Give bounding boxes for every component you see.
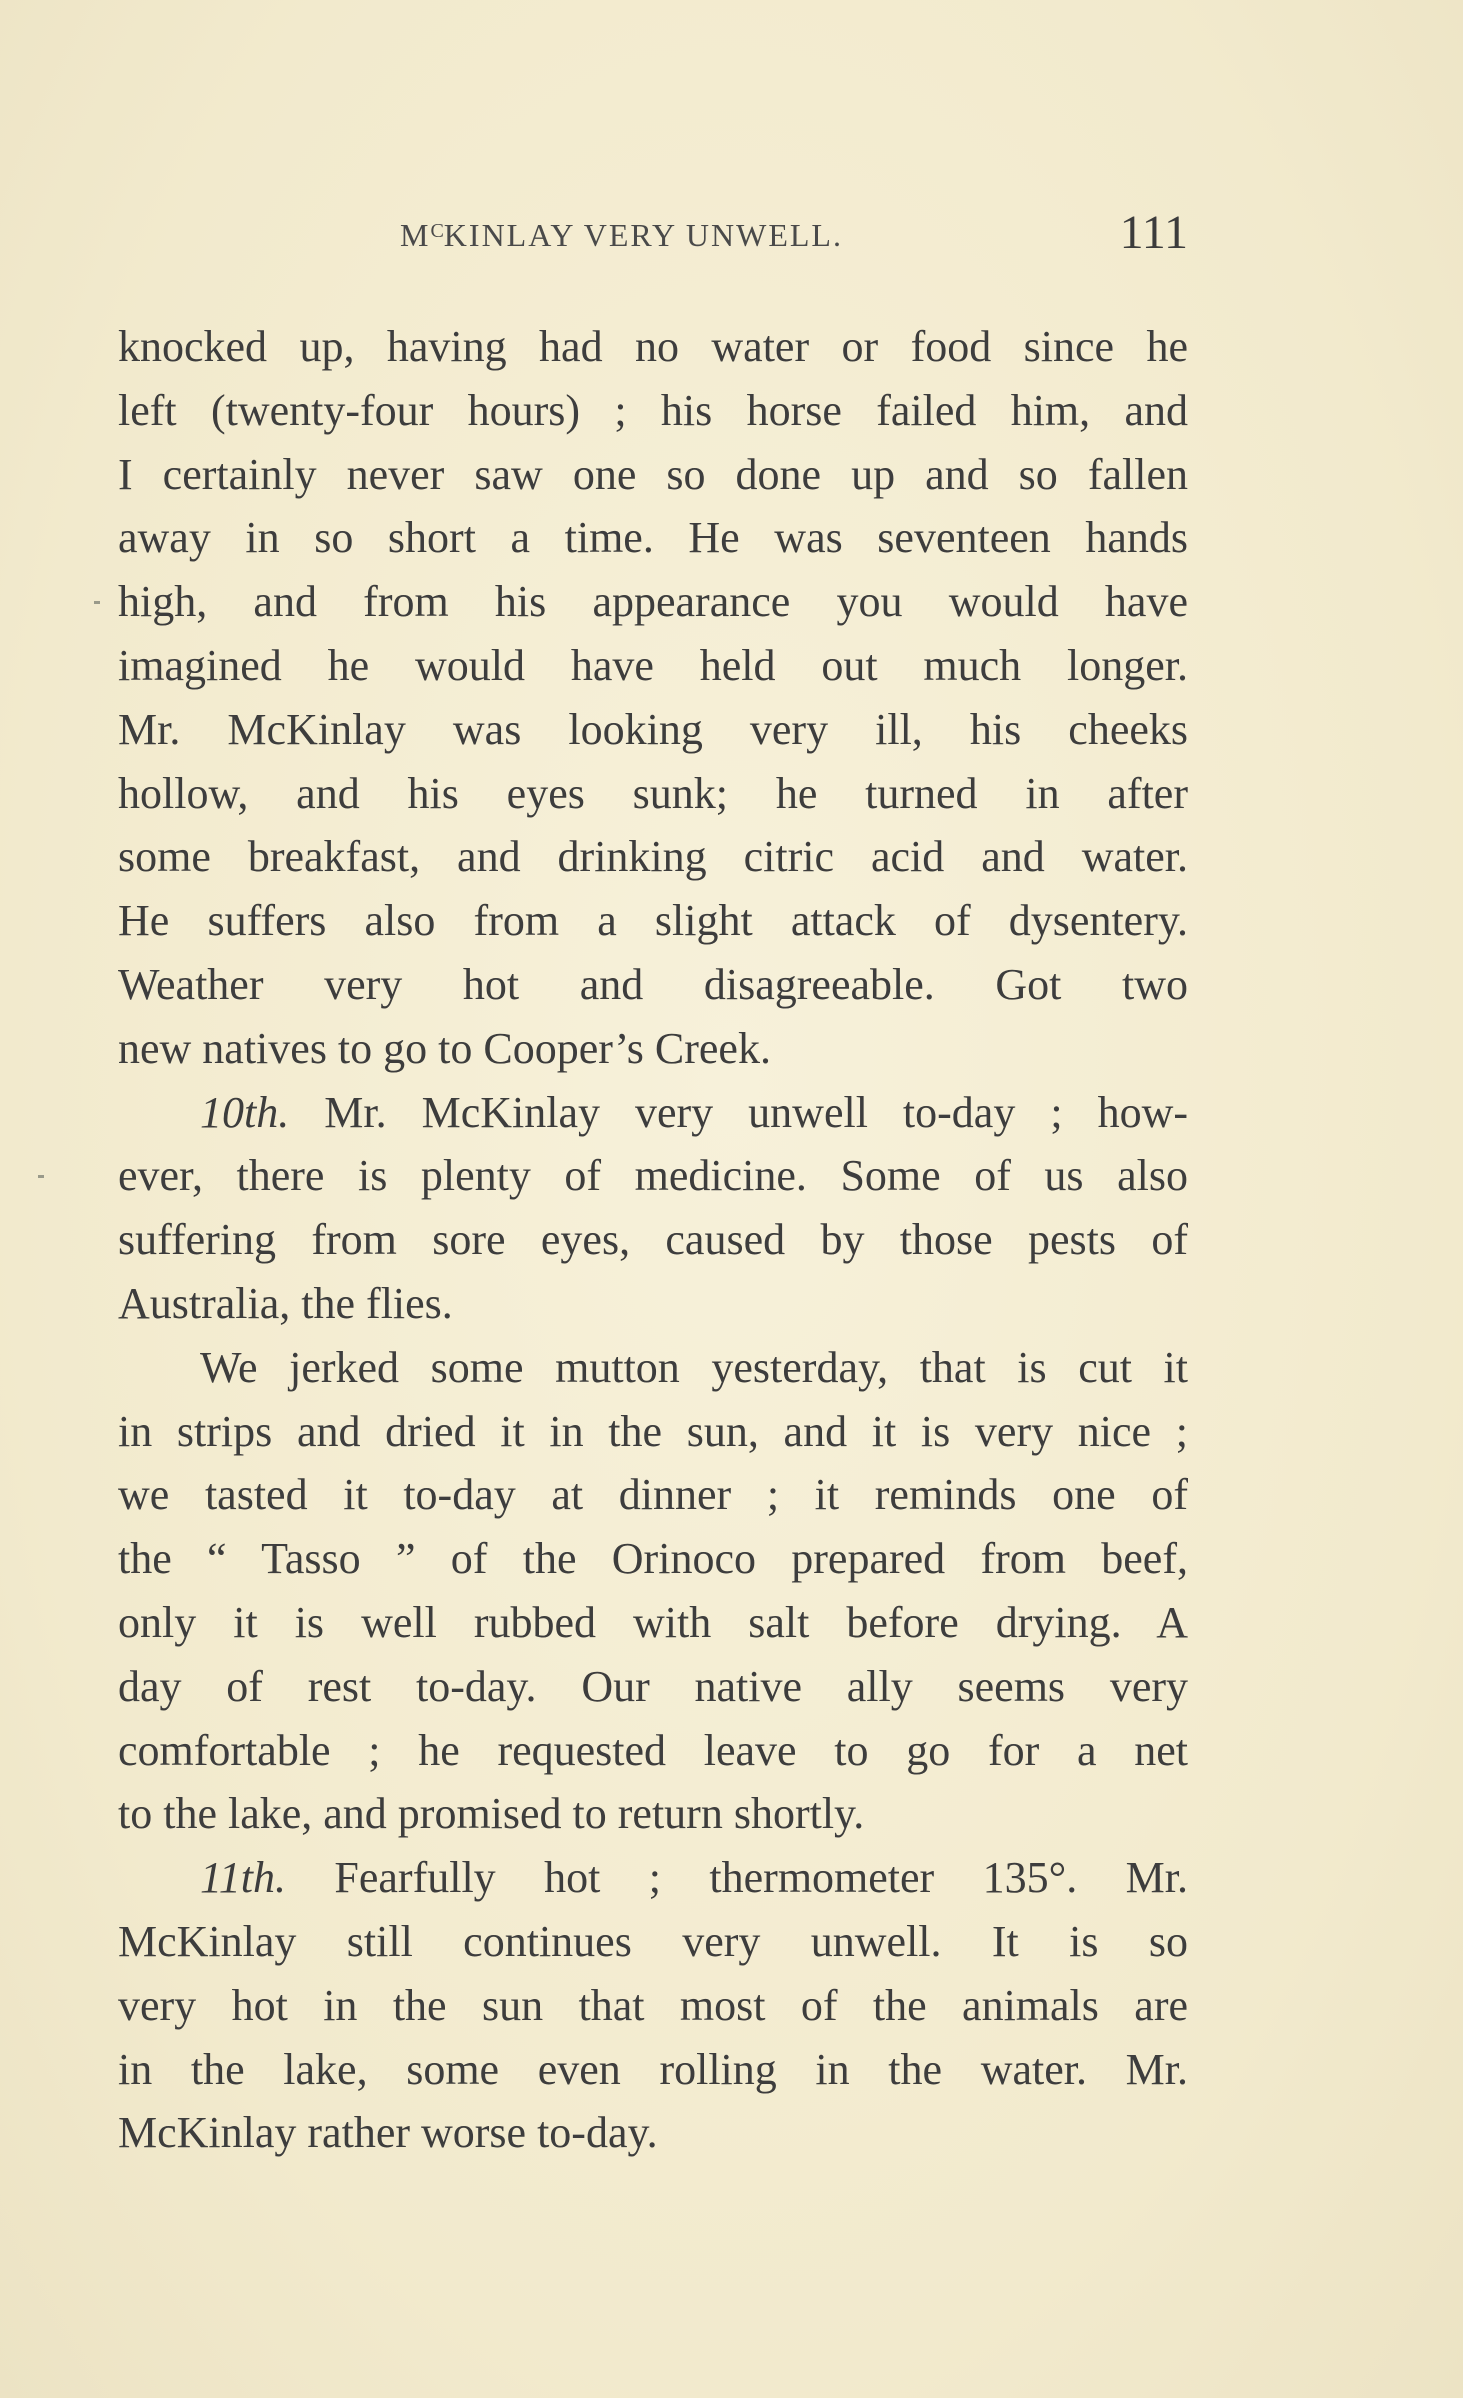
text-line: in the lake, some even rolling in the water. Mr. bbox=[118, 2044, 1188, 2094]
text-line: new natives to go to Cooper’s Creek. bbox=[118, 1023, 771, 1073]
text-line: knocked up, having had no water or food since he bbox=[118, 322, 1188, 371]
date-eleventh: 11th. bbox=[200, 1853, 286, 1903]
text-line: hollow, and his eyes sunk; he turned in after bbox=[118, 768, 1188, 818]
text-line: I certainly never saw one so done up and so fallen bbox=[118, 449, 1188, 499]
text-line: Mr. McKinlay was looking very ill, his cheeks bbox=[118, 704, 1188, 754]
text-line: high, and from his appearance you would have bbox=[118, 577, 1188, 627]
text-line: away in so short a time. He was seventeen hands bbox=[118, 513, 1188, 563]
text-line: very hot in the sun that most of the animals are bbox=[118, 1980, 1188, 2030]
text-line: only it is well rubbed with salt before drying. A bbox=[118, 1597, 1188, 1647]
text-line-dated bbox=[118, 1081, 1188, 1145]
text-line: Weather very hot and disagreeable. Got two bbox=[118, 959, 1188, 1009]
text-line: we tasted it to-day at dinner ; it reminds one of bbox=[118, 1470, 1188, 1520]
margin-mark bbox=[38, 1175, 44, 1178]
text-line: in strips and dried it in the sun, and it is very nice ; bbox=[118, 1406, 1188, 1456]
text-line-dated bbox=[118, 1846, 1188, 1910]
dated-text-eleventh: Fearfully hot ; thermometer 135°. Mr. bbox=[285, 1853, 1188, 1903]
text-line: day of rest to-day. Our native ally seems very bbox=[118, 1661, 1188, 1711]
running-head-text: KINLAY VERY UNWELL. bbox=[443, 217, 843, 253]
text-line: comfortable ; he requested leave to go for a net bbox=[118, 1725, 1188, 1775]
text-line: left (twenty-four hours) ; his horse failed him, and bbox=[118, 385, 1188, 435]
margin-mark bbox=[94, 601, 100, 604]
text-line: We jerked some mutton yesterday, that is cut it bbox=[200, 1342, 1188, 1392]
running-head bbox=[400, 217, 843, 254]
text-line: McKinlay still continues very unwell. It is so bbox=[118, 1916, 1188, 1966]
text-line: imagined he would have held out much longer. bbox=[118, 640, 1188, 690]
date-tenth: 10th. bbox=[200, 1087, 290, 1137]
text-line: some breakfast, and drinking citric acid and water. bbox=[118, 832, 1188, 882]
running-head-prefix: M bbox=[400, 217, 431, 253]
text-line: to the lake, and promised to return shortly. bbox=[118, 1789, 865, 1839]
running-head-superscript: C bbox=[430, 220, 444, 242]
text-line: Australia, the flies. bbox=[118, 1278, 453, 1328]
text-line: suffering from sore eyes, caused by those pests of bbox=[118, 1215, 1188, 1265]
body-text bbox=[118, 315, 1188, 2165]
text-line: He suffers also from a slight attack of dysentery. bbox=[118, 896, 1188, 946]
dated-text-tenth: Mr. McKinlay very unwell to-day ; how- bbox=[289, 1087, 1188, 1137]
text-line: ever, there is plenty of medicine. Some of us also bbox=[118, 1151, 1188, 1201]
text-line: the “ Tasso ” of the Orinoco prepared from beef, bbox=[118, 1534, 1188, 1584]
page-header bbox=[118, 205, 1188, 265]
text-line: McKinlay rather worse to-day. bbox=[118, 2108, 658, 2158]
page-number: 111 bbox=[1119, 206, 1188, 259]
